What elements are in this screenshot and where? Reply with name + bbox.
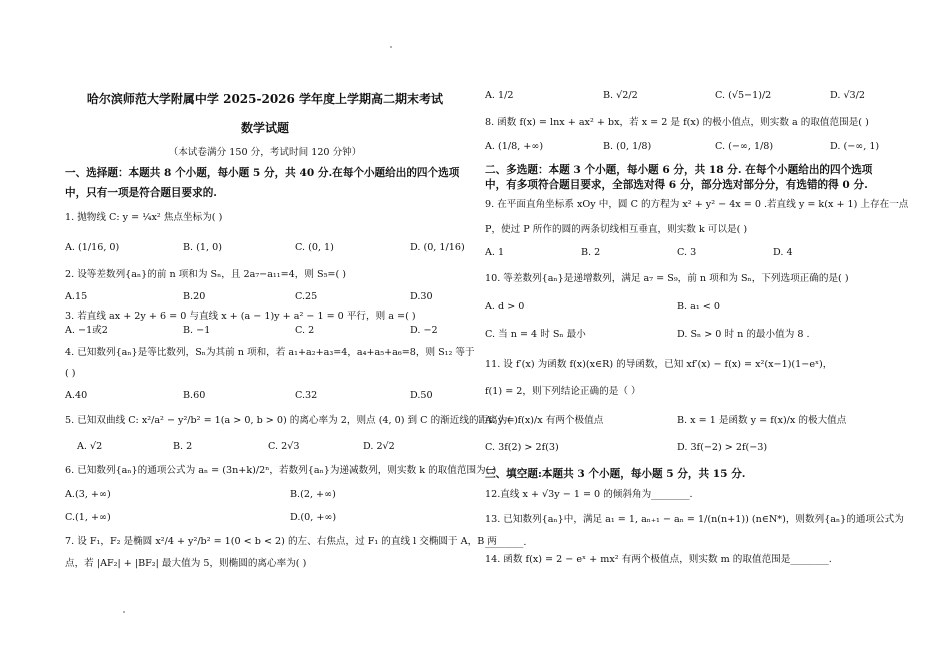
- q9-stem: 9. 在平面直角坐标系 xOy 中，圆 C 的方程为 x² + y² − 4x = 0 .若直线 y = k(x + 1) 上存在一点: [485, 199, 909, 210]
- q7-option-d: D. √3/2: [830, 90, 866, 101]
- q8-option-b: B. (0, 1/8): [603, 141, 652, 152]
- q9-option-c: C. 3: [677, 247, 697, 258]
- q11-option-a: A. y = f(x)/x 有两个极值点: [485, 415, 604, 426]
- q2-option-d: D.30: [410, 291, 433, 302]
- q1-stem: 1. 抛物线 C: y = ¼x² 焦点坐标为( ): [65, 212, 223, 223]
- q7-stem: 7. 设 F₁，F₂ 是椭圆 x²/4 + y²/b² = 1(0 < b < 2) 的左、右焦点，过 F₁ 的直线 l 交椭圆于 A，B 两: [65, 536, 497, 547]
- q8-option-a: A. (1/8, +∞): [485, 141, 544, 152]
- q5-option-b: B. 2: [173, 441, 193, 452]
- q6-stem: 6. 已知数列{aₙ}的通项公式为 aₙ = (3n+k)/2ⁿ，若数列{aₙ}为递减数列，则实数 k 的取值范围为( ): [65, 465, 497, 476]
- q11-option-b: B. x = 1 是函数 y = f(x)/x 的极大值点: [677, 415, 847, 426]
- q10-option-a: A. d > 0: [485, 301, 525, 312]
- q10-option-c: C. 当 n = 4 时 Sₙ 最小: [485, 329, 586, 340]
- q2-option-b: B.20: [183, 291, 206, 302]
- q4-option-c: C.32: [295, 390, 318, 401]
- q9-option-a: A. 1: [485, 247, 505, 258]
- q2-stem: 2. 设等差数列{aₙ}的前 n 项和为 Sₙ，且 2a₇−a₁₁=4，则 S₅=( ): [65, 269, 346, 280]
- q7-option-a: A. 1/2: [485, 90, 514, 101]
- q6-option-b: B.(2, +∞): [290, 489, 336, 500]
- q14-stem: 14. 函数 f(x) = 2 − eˣ + mx² 有两个极值点，则实数 m 的取值范围是________.: [485, 554, 832, 565]
- q9-option-b: B. 2: [581, 247, 601, 258]
- q6-option-a: A.(3, +∞): [65, 489, 111, 500]
- q7-option-b: B. √2/2: [603, 90, 638, 101]
- q1-option-c: C. (0, 1): [295, 242, 334, 253]
- q3-option-c: C. 2: [295, 325, 315, 336]
- q5-option-d: D. 2√2: [363, 441, 395, 452]
- q11-option-c: C. 3f(2) > 2f(3): [485, 442, 559, 453]
- section3-heading: 三、填空题:本题共 3 个小题，每小题 5 分，共 15 分.: [485, 468, 746, 480]
- q2-option-c: C.25: [295, 291, 318, 302]
- q1-option-b: B. (1, 0): [183, 242, 222, 253]
- exam-note: （本试卷满分 150 分，考试时间 120 分钟）: [168, 147, 362, 158]
- q8-option-c: C. (−∞, 1/8): [715, 141, 774, 152]
- q11-stem-cont: f(1) = 2，则下列结论正确的是（ ）: [485, 386, 641, 397]
- q10-option-b: B. a₁ < 0: [677, 301, 720, 312]
- q7-option-c: C. (√5−1)/2: [715, 90, 772, 101]
- section1-heading: 中，只有一项是符合题目要求的.: [65, 187, 217, 199]
- q11-stem: 11. 设 f′(x) 为函数 f(x)(x∈R) 的导函数，已知 xf′(x) − f(x) = x²(x−1)(1−eˣ)，: [485, 359, 833, 370]
- q9-option-d: D. 4: [773, 247, 793, 258]
- q13-stem: 13. 已知数列{aₙ}中，满足 a₁ = 1, aₙ₊₁ − aₙ = 1/(n(n+1)) (n∈N*)，则数列{aₙ}的通项公式为: [485, 514, 904, 525]
- q5-option-c: C. 2√3: [268, 441, 300, 452]
- q8-stem: 8. 函数 f(x) = lnx + ax² + bx，若 x = 2 是 f(x) 的极小值点，则实数 a 的取值范围是( ): [485, 117, 869, 128]
- q4-stem: 4. 已知数列{aₙ}是等比数列，Sₙ为其前 n 项和，若 a₁+a₂+a₃=4，a₄+a₅+a₆=8，则 S₁₂ 等于: [65, 347, 475, 358]
- q10-option-d: D. Sₙ > 0 时 n 的最小值为 8 .: [677, 329, 810, 340]
- q13-stem-cont: ________.: [485, 537, 527, 548]
- q10-stem: 10. 等差数列{aₙ}是递增数列，满足 a₇ = S₉，前 n 项和为 Sₙ，下列选项正确的是( ): [485, 273, 849, 284]
- section2-heading: 中，有多项符合题目要求，全部选对得 6 分，部分选对部分分，有选错的得 0 分.: [485, 179, 868, 191]
- q9-stem-cont: P，使过 P 所作的圆的两条切线相互垂直，则实数 k 可以是( ): [485, 224, 748, 235]
- q3-option-d: D. −2: [410, 325, 438, 336]
- school-title: 哈尔滨师范大学附属中学 2025-2026 学年度上学期高二期末考试: [86, 92, 444, 106]
- q1-option-d: D. (0, 1/16): [410, 242, 465, 253]
- q5-option-a: A. √2: [77, 441, 103, 452]
- q3-option-b: B. −1: [183, 325, 211, 336]
- q8-option-d: D. (−∞, 1): [830, 141, 880, 152]
- right-column: [485, 0, 925, 671]
- section2-heading: 二、多选题：本题 3 个小题，每小题 6 分，共 18 分. 在每个小题给出的四个选项: [485, 164, 873, 176]
- q6-option-c: C.(1, +∞): [65, 512, 111, 523]
- q4-stem-cont: ( ): [65, 368, 76, 379]
- q4-option-a: A.40: [65, 390, 88, 401]
- q7-stem-cont: 点，若 |AF₂| + |BF₂| 最大值为 5，则椭圆的离心率为( ): [65, 558, 307, 569]
- q2-option-a: A.15: [65, 291, 88, 302]
- subject-title: 数学试题: [240, 121, 289, 135]
- q6-option-d: D.(0, +∞): [290, 512, 337, 523]
- q1-option-a: A. (1/16, 0): [65, 242, 120, 253]
- section1-heading: 一、选择题：本题共 8 个小题，每小题 5 分，共 40 分.在每个小题给出的四个选项: [65, 167, 460, 179]
- q4-option-d: D.50: [410, 390, 433, 401]
- q4-option-b: B.60: [183, 390, 206, 401]
- q3-option-a: A. −1或2: [65, 325, 108, 336]
- q5-stem: 5. 已知双曲线 C: x²/a² − y²/b² = 1(a > 0, b > 0) 的离心率为 2，则点 (4, 0) 到 C 的渐近线的距离为( ): [65, 415, 518, 426]
- q3-stem: 3. 若直线 ax + 2y + 6 = 0 与直线 x + (a − 1)y + a² − 1 = 0 平行，则 a =( ): [65, 311, 416, 322]
- q11-option-d: D. 3f(−2) > 2f(−3): [677, 442, 768, 453]
- q12-stem: 12.直线 x + √3y − 1 = 0 的倾斜角为________.: [485, 489, 693, 500]
